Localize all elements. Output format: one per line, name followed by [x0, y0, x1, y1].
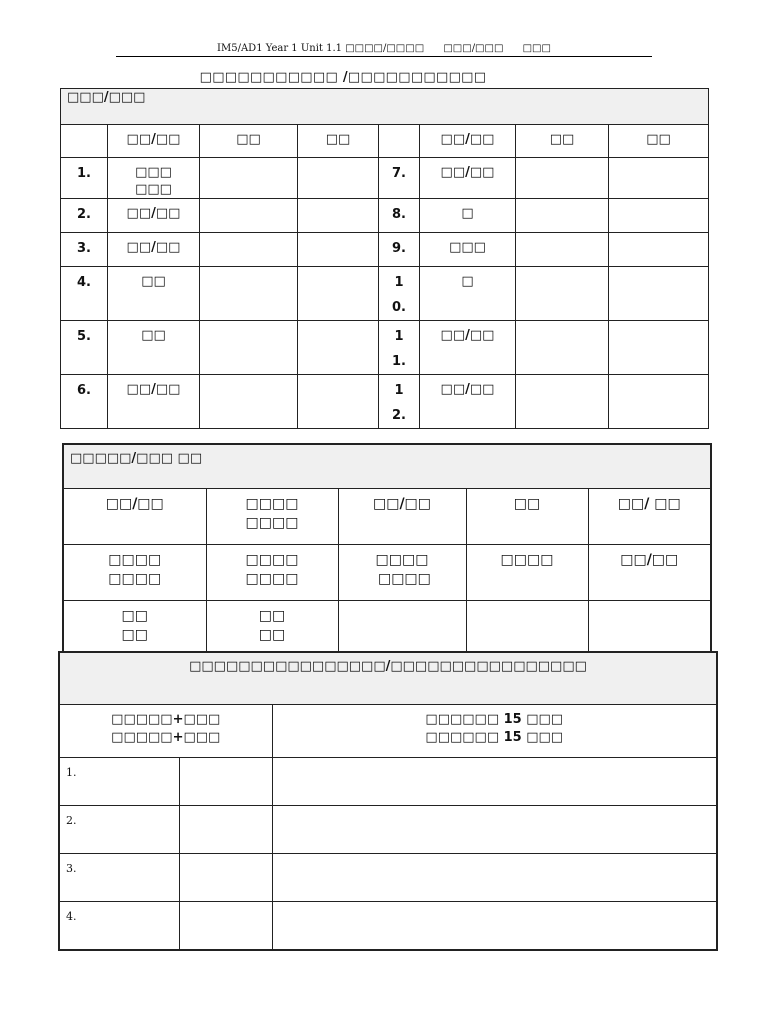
table-row: [61, 158, 709, 199]
entry-cell[interactable]: [609, 158, 709, 199]
item-label: □□/□□: [108, 199, 200, 233]
checklist-table: [62, 443, 712, 658]
entry-cell[interactable]: [298, 158, 379, 199]
table-row: [63, 489, 711, 545]
entry-cell[interactable]: [298, 321, 379, 375]
column-header: □□: [200, 125, 298, 158]
blank-cell: [61, 125, 108, 158]
class-label: □□□/□□□: [443, 43, 504, 54]
item-label: □: [420, 199, 516, 233]
row-number: 2.: [61, 199, 108, 233]
entry-cell[interactable]: [272, 902, 717, 951]
item-label: □□□: [420, 233, 516, 267]
item-label: □□/□□: [420, 158, 516, 199]
checklist-cell: □□□□ □□□□: [206, 489, 338, 545]
checklist-cell: □□/□□: [588, 545, 711, 601]
entry-cell[interactable]: [516, 375, 609, 429]
checklist-cell[interactable]: [466, 601, 588, 658]
entry-cell[interactable]: [609, 321, 709, 375]
entry-cell[interactable]: [272, 806, 717, 854]
item-label: □□/□□: [108, 375, 200, 429]
row-number: 6.: [61, 375, 108, 429]
row-number: 1 1.: [379, 321, 420, 375]
entry-cell[interactable]: [200, 199, 298, 233]
row-number: 4.: [61, 267, 108, 321]
checklist-cell: □□□□ □□□□: [206, 545, 338, 601]
checklist-caption: □□□□□/□□□ □□: [63, 444, 711, 489]
table-row: [59, 806, 717, 854]
response-table: [58, 651, 718, 951]
entry-cell[interactable]: [516, 199, 609, 233]
entry-cell[interactable]: [272, 854, 717, 902]
entry-cell[interactable]: [179, 758, 272, 806]
table-row: [63, 601, 711, 658]
checklist-cell: □□/□□: [338, 489, 466, 545]
entry-cell[interactable]: [609, 267, 709, 321]
entry-cell[interactable]: [179, 854, 272, 902]
entry-cell[interactable]: [179, 806, 272, 854]
checklist-cell: □□□□ □□□□: [63, 545, 206, 601]
row-number: 2.: [59, 806, 179, 854]
row-number: 5.: [61, 321, 108, 375]
entry-cell[interactable]: [200, 375, 298, 429]
column-header: □□: [516, 125, 609, 158]
row-number: 7.: [379, 158, 420, 199]
response-col1-header: □□□□□+□□□ □□□□□+□□□: [59, 705, 272, 758]
table-row: [61, 199, 709, 233]
item-table: [60, 88, 709, 429]
checklist-cell[interactable]: [338, 601, 466, 658]
table-row: [63, 545, 711, 601]
column-header: □□: [609, 125, 709, 158]
entry-cell[interactable]: [200, 267, 298, 321]
response-col2-header: □□□□□□ 15 □□□ □□□□□□ 15 □□□: [272, 705, 717, 758]
course-label: IM5/AD1 Year 1 Unit 1.1 □□□□/□□□□: [217, 43, 425, 54]
entry-cell[interactable]: [200, 321, 298, 375]
table-row: [61, 233, 709, 267]
item-table-header-row: [61, 125, 709, 158]
worksheet-title: □□□□□□□□□□□ /□□□□□□□□□□□: [199, 70, 487, 85]
row-number: 1.: [59, 758, 179, 806]
blank-cell: [379, 125, 420, 158]
entry-cell[interactable]: [516, 158, 609, 199]
entry-cell[interactable]: [200, 158, 298, 199]
item-label: □□/□□: [108, 233, 200, 267]
entry-cell[interactable]: [609, 375, 709, 429]
item-label: □: [420, 267, 516, 321]
item-label: □□/□□: [420, 321, 516, 375]
entry-cell[interactable]: [516, 267, 609, 321]
entry-cell[interactable]: [179, 902, 272, 951]
checklist-cell: □□□□: [466, 545, 588, 601]
column-header: □□: [298, 125, 379, 158]
table-row: [61, 267, 709, 321]
row-number: 9.: [379, 233, 420, 267]
row-number: 1 2.: [379, 375, 420, 429]
entry-cell[interactable]: [298, 199, 379, 233]
response-caption: □□□□□□□□□□□□□□□□/□□□□□□□□□□□□□□□□: [59, 652, 717, 705]
checklist-cell: □□: [466, 489, 588, 545]
checklist-cell: □□/□□: [63, 489, 206, 545]
item-label: □□□ □□□: [108, 158, 200, 199]
name-label: □□□: [522, 43, 551, 54]
table-row: [59, 758, 717, 806]
table-row: [59, 902, 717, 951]
table-row: [61, 375, 709, 429]
column-header: □□/□□: [108, 125, 200, 158]
checklist-cell: □□□□ □□□□: [338, 545, 466, 601]
entry-cell[interactable]: [272, 758, 717, 806]
row-number: 4.: [59, 902, 179, 951]
item-label: □□/□□: [420, 375, 516, 429]
table-row: [59, 854, 717, 902]
item-label: □□: [108, 321, 200, 375]
entry-cell[interactable]: [516, 321, 609, 375]
row-number: 1 0.: [379, 267, 420, 321]
checklist-cell: □□ □□: [206, 601, 338, 658]
entry-cell[interactable]: [200, 233, 298, 267]
checklist-cell: □□ □□: [63, 601, 206, 658]
row-number: 3.: [61, 233, 108, 267]
row-number: 1.: [61, 158, 108, 199]
checklist-cell: □□/ □□: [588, 489, 711, 545]
item-label: □□: [108, 267, 200, 321]
entry-cell[interactable]: [516, 233, 609, 267]
page-header: [116, 42, 652, 57]
entry-cell[interactable]: [298, 267, 379, 321]
entry-cell[interactable]: [298, 375, 379, 429]
entry-cell[interactable]: [609, 199, 709, 233]
entry-cell[interactable]: [609, 233, 709, 267]
table-row: [61, 321, 709, 375]
checklist-cell[interactable]: [588, 601, 711, 658]
column-header: □□/□□: [420, 125, 516, 158]
item-table-caption: □□□/□□□: [61, 89, 709, 125]
row-number: 3.: [59, 854, 179, 902]
row-number: 8.: [379, 199, 420, 233]
entry-cell[interactable]: [298, 233, 379, 267]
